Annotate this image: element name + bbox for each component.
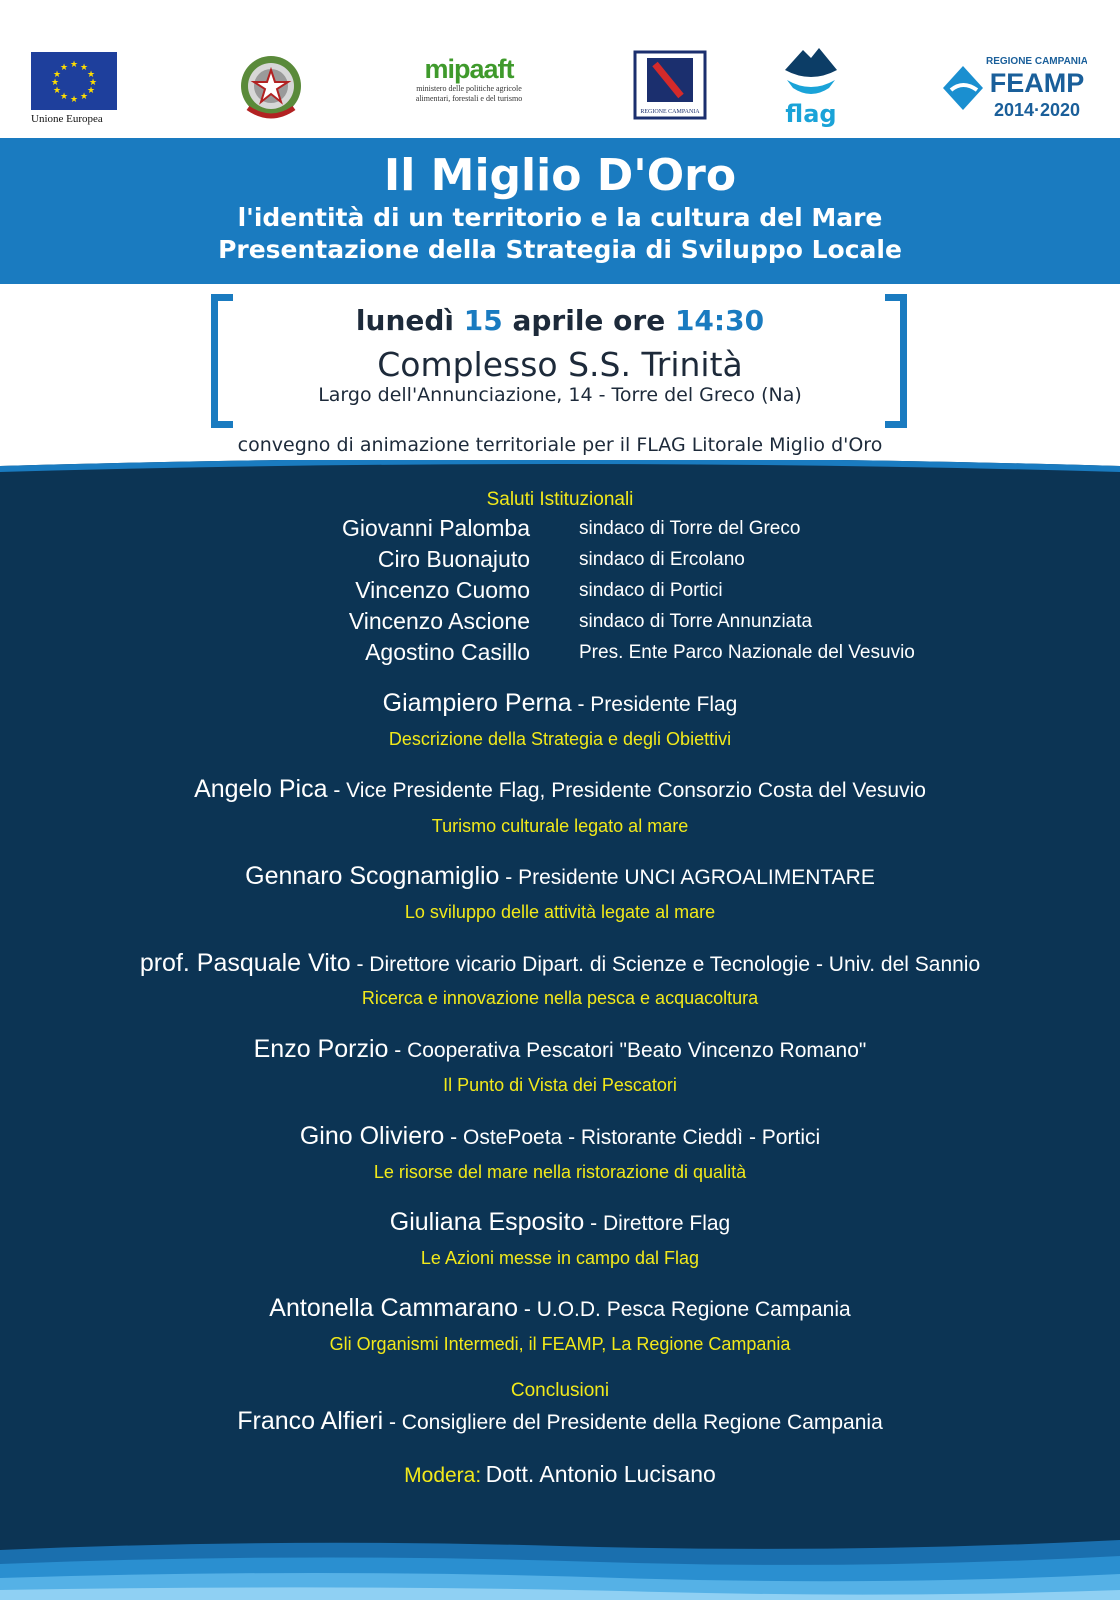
speaker-name: Antonella Cammarano [269,1294,519,1322]
eu-logo [31,52,119,128]
speaker-line [0,949,1120,978]
saluti-row [0,639,1120,670]
mipaaft-brand: mipaaft [424,54,514,84]
speaker-topic: Le Azioni messe in campo dal Flag [420,1248,700,1268]
program-section [0,460,1120,1600]
speaker-role: - Cooperativa Pescatori "Beato Vincenzo Romano" [388,1039,867,1062]
speaker-role: - Vice Presidente Flag, Presidente Consorzio Costa del Vesuvio [327,779,926,802]
svg-text:★: ★ [86,86,96,96]
speaker-role: - Consigliere del Presidente della Regione Campania [383,1411,883,1434]
saluti-name: Vincenzo Ascione [348,608,530,634]
italian-republic-emblem-icon [236,46,306,128]
campania-caption: REGIONE CAMPANIA [640,109,700,115]
regione-campania-logo [633,50,707,120]
speaker-line [0,1122,1120,1151]
event-address: Largo dell'Annunciazione, 14 - Torre del Greco (Na) [318,384,802,406]
speaker-role: - Direttore Flag [584,1212,731,1235]
svg-text:★: ★ [59,92,69,102]
saluti-row [0,577,1120,608]
subtitle-line-2: Presentazione della Strategia di Sviluppo Locale [218,235,902,264]
mipaaft-subtitle-2: alimentari, forestali e del turismo [415,94,523,103]
speaker-topic: Ricerca e innovazione nella pesca e acquacoltura [361,988,759,1008]
event-day-number: 15 [463,304,503,337]
speaker-name: Franco Alfieri [237,1407,384,1435]
speaker-name: Enzo Porzio [253,1035,389,1063]
feamp-years: 2014·2020 [993,100,1081,120]
saluti-row [0,546,1120,577]
event-month-prefix: aprile ore [512,304,666,337]
moderator-line [0,1461,1120,1488]
saluti-name: Vincenzo Cuomo [355,577,530,603]
speaker-topic: Turismo culturale legato al mare [431,816,689,836]
bottom-wave-decoration [0,1490,1120,1600]
svg-text:★: ★ [88,78,98,88]
speaker-line [0,862,1120,891]
speaker-line [0,1035,1120,1064]
speaker-name: Angelo Pica [194,775,328,803]
eu-caption: Unione Europea [31,113,103,125]
speaker-line [0,775,1120,804]
event-description: convegno di animazione territoriale per il FLAG Litorale Miglio d'Oro [237,434,883,456]
moderator-name: Dott. Antonio Lucisano [485,1461,716,1487]
mipaaft-subtitle-1: ministero delle politiche agricole [416,84,522,93]
saluti-role: Pres. Ente Parco Nazionale del Vesuvio [579,642,915,663]
svg-text:★: ★ [86,70,96,80]
saluti-heading: Saluti Istituzionali [486,489,634,510]
subtitle-line-1: l'identità di un territorio e la cultura del Mare [237,203,883,232]
speaker-topic: Lo sviluppo delle attività legate al mare [404,902,716,922]
svg-text:★: ★ [69,60,79,70]
speaker-role: - Presidente Flag [571,693,738,716]
event-day: lunedì [355,304,455,337]
flag-logo-text: flag [785,100,837,128]
page-title: Il Miglio D'Oro [383,150,737,201]
speaker-name: Giampiero Perna [382,689,572,717]
svg-text:★: ★ [79,63,89,73]
speaker-name: Giuliana Esposito [389,1208,585,1236]
feamp-region: REGIONE CAMPANIA [985,56,1087,67]
saluti-role: sindaco di Torre del Greco [579,518,801,539]
conclusioni-line [0,1407,1120,1436]
feamp-name: FEAMP [989,68,1085,98]
svg-text:★: ★ [50,78,60,88]
saluti-name: Ciro Buonajuto [377,546,530,572]
title-band [0,138,1120,284]
speaker-role: - Presidente UNCI AGROALIMENTARE [499,866,875,889]
saluti-role: sindaco di Ercolano [579,549,745,570]
feamp-logo [937,52,1087,124]
speaker-role: - Direttore vicario Dipart. di Scienze e Tecnologie - Univ. del Sannio [350,953,981,976]
moderator-label: Modera: [404,1464,482,1487]
conclusioni-heading: Conclusioni [510,1380,610,1401]
event-venue: Complesso S.S. Trinità [377,345,743,384]
svg-text:★: ★ [59,63,69,73]
svg-text:★: ★ [79,92,89,102]
saluti-row [0,608,1120,639]
top-wave-decoration [0,460,1120,492]
speaker-name: prof. Pasquale Vito [139,949,351,977]
speaker-role: - U.O.D. Pesca Regione Campania [518,1298,851,1321]
speaker-topic: Le risorse del mare nella ristorazione di qualità [373,1162,747,1182]
speaker-line [0,1294,1120,1323]
svg-text:★: ★ [69,95,79,105]
speaker-role: - OstePoeta - Ristorante Cieddì - Portici [444,1126,821,1149]
saluti-name: Agostino Casillo [365,639,530,665]
speaker-line [0,1208,1120,1237]
speaker-topic: Gli Organismi Intermedi, il FEAMP, La Regione Campania [329,1334,791,1354]
left-bracket-decoration [211,294,233,428]
saluti-role: sindaco di Torre Annunziata [579,611,813,632]
logo-strip [0,0,1120,138]
event-date [0,304,1120,338]
svg-text:★: ★ [52,70,62,80]
svg-text:★: ★ [52,86,62,96]
saluti-row [0,515,1120,546]
flag-logo [781,44,841,128]
saluti-name: Giovanni Palomba [342,515,530,541]
eu-flag-icon [31,52,117,110]
event-time: 14:30 [674,304,765,337]
speaker-name: Gino Oliviero [299,1122,445,1150]
speaker-line [0,689,1120,718]
mipaaft-logo [404,54,534,124]
speaker-name: Gennaro Scognamiglio [245,862,500,890]
right-bracket-decoration [885,294,907,428]
event-info [0,284,1120,459]
speaker-topic: Il Punto di Vista dei Pescatori [443,1075,677,1095]
speaker-topic: Descrizione della Strategia e degli Obiettivi [388,729,732,749]
saluti-role: sindaco di Portici [579,580,723,601]
